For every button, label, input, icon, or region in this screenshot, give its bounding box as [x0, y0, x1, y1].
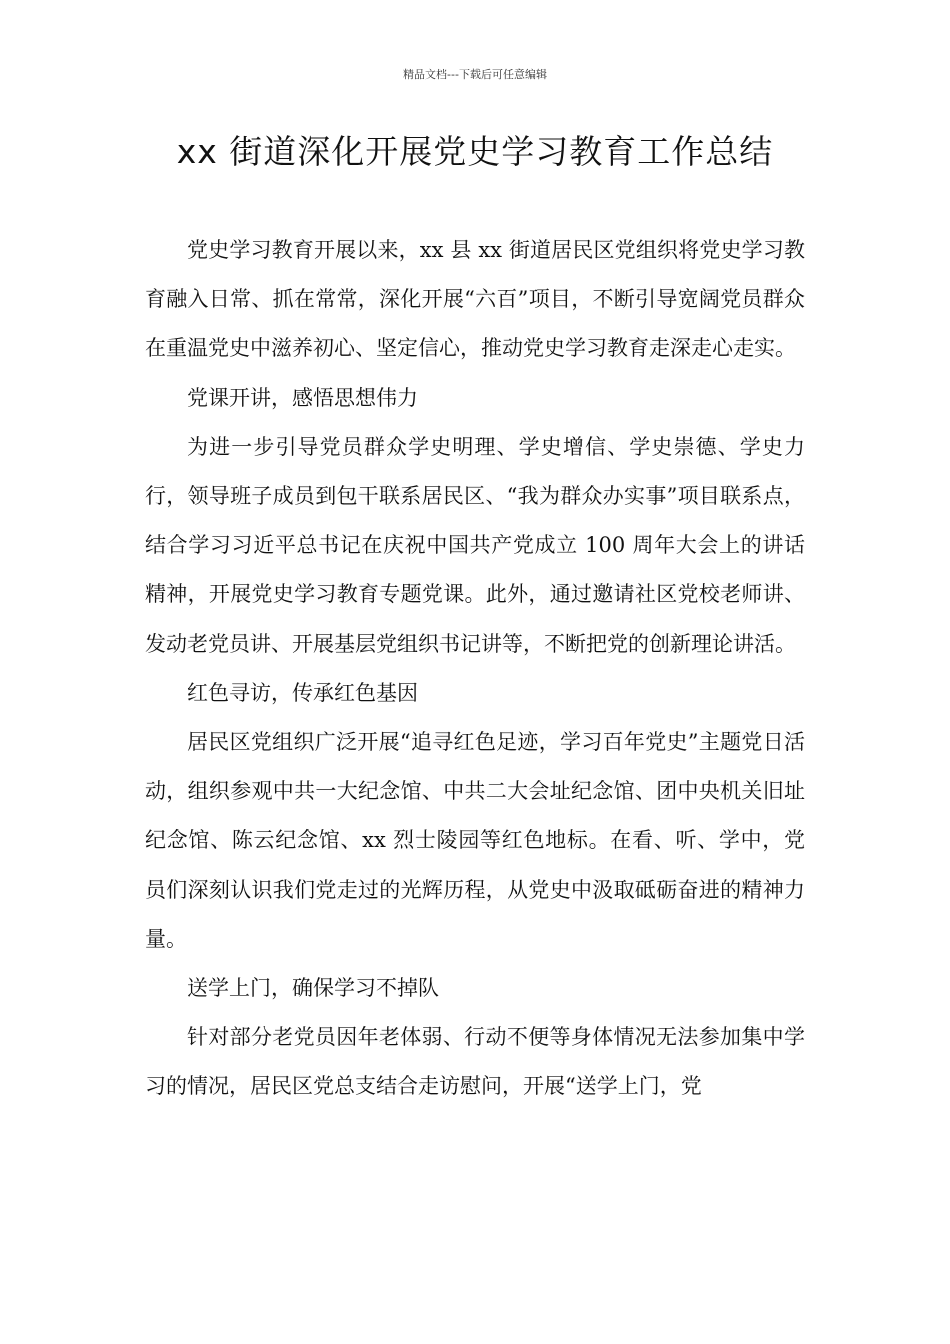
paragraph-party-lecture: 为进一步引导党员群众学史明理、学史增信、学史崇德、学史力行，领导班子成员到包干联系居民区、“我为群众办实事”项目联系点，结合学习习近平总书记在庆祝中国共产党成立 100 周年大会上的讲话精神，开展党史学习教育专题党课。此外，通过邀请社区党校老师讲、发动老党员讲、开展基层党组织书记讲等，不断把党的创新理论讲活。	[145, 434, 805, 656]
paragraph-red-visit: 居民区党组织广泛开展“追寻红色足迹，学习百年党史”主题党日活动，组织参观中共一大纪念馆、中共二大会址纪念馆、团中央机关旧址纪念馆、陈云纪念馆、xx 烈士陵园等红色地标。在看、听、学中，党员们深刻认识我们党走过的光辉历程，从党史中汲取砥砺奋进的精神力量。	[145, 730, 805, 951]
document-body	[145, 226, 805, 1112]
header-note: 精品文档---下载后可任意编辑	[403, 68, 547, 81]
document-title: xx 街道深化开展党史学习教育工作总结	[176, 132, 774, 171]
paragraph-intro: 党史学习教育开展以来，xx 县 xx 街道居民区党组织将党史学习教育融入日常、抓在常常，深化开展“六百”项目，不断引导宽阔党员群众在重温党史中滋养初心、坚定信心，推动党史学习教育走深走心走实。	[145, 238, 805, 361]
section-heading-home-delivery: 送学上门，确保学习不掉队	[187, 976, 439, 1001]
section-heading-party-lecture: 党课开讲，感悟思想伟力	[187, 385, 418, 410]
section-heading-red-visit: 红色寻访，传承红色基因	[187, 680, 418, 705]
paragraph-home-delivery: 针对部分老党员因年老体弱、行动不便等身体情况无法参加集中学习的情况，居民区党总支结合走访慰问，开展“送学上门，党	[145, 1025, 805, 1099]
